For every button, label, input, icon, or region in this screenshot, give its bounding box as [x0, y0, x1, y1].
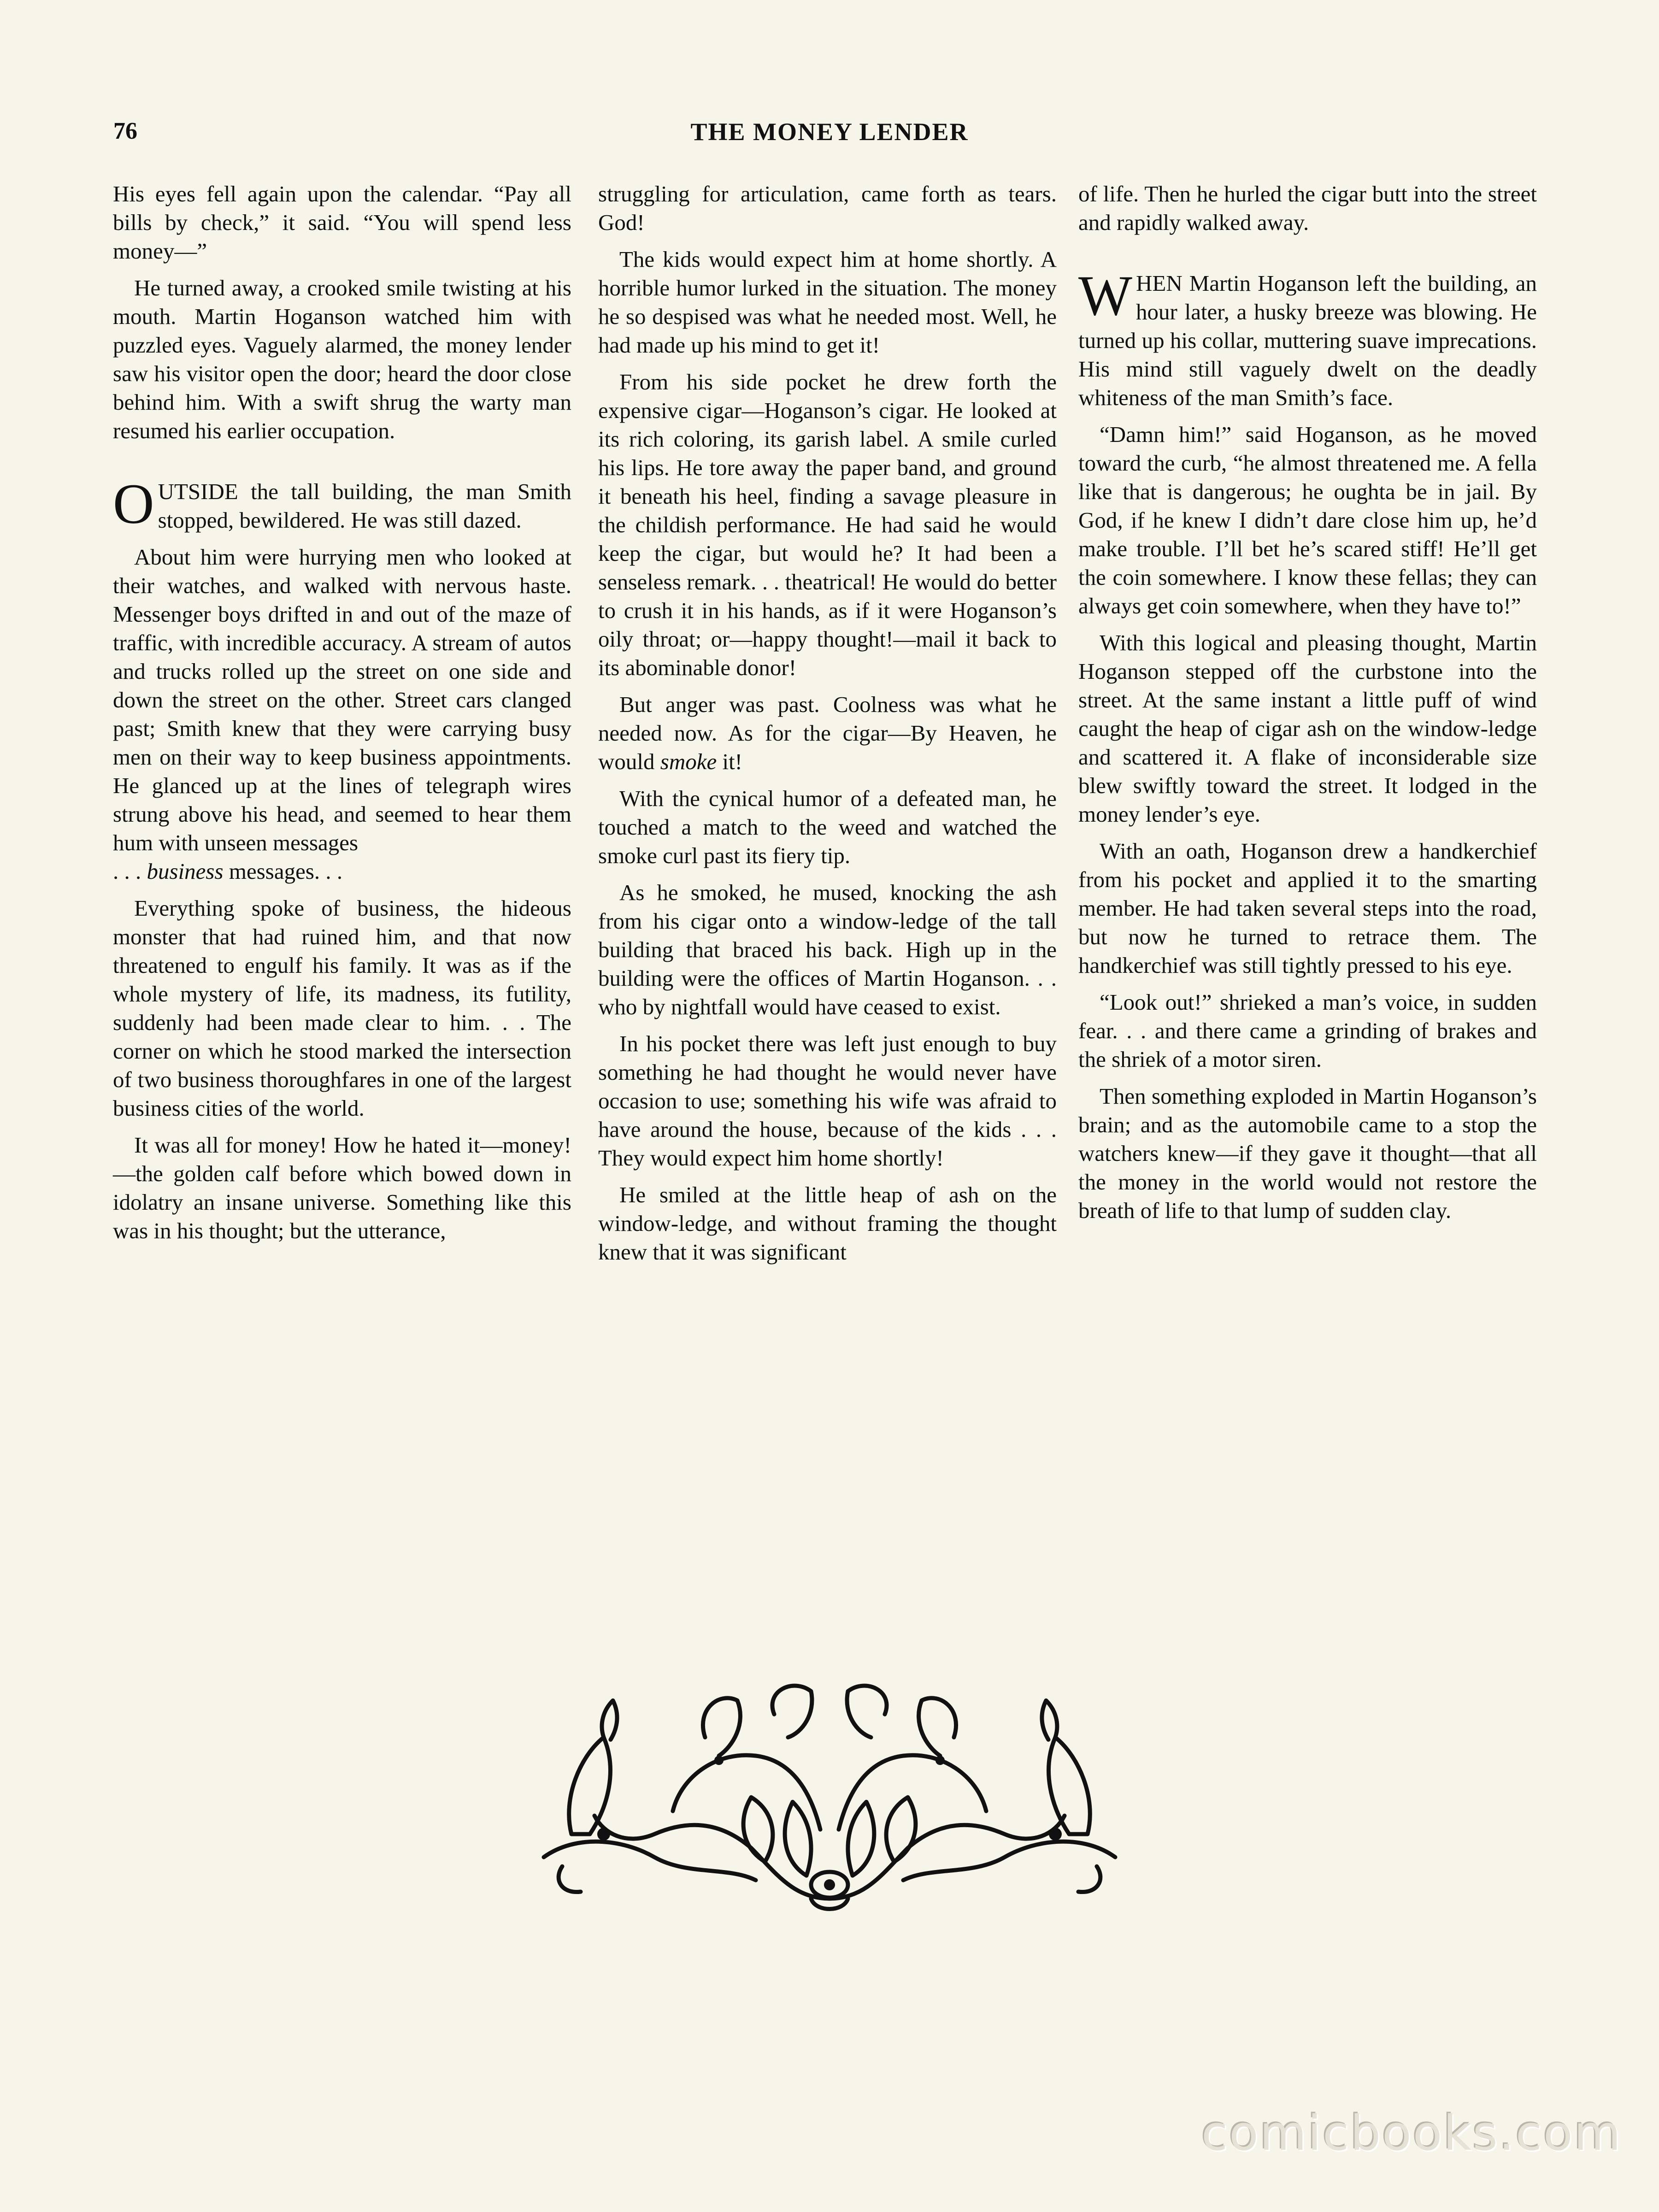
paragraph: His eyes fell again upon the calendar. “Pay all bills by check,” it said. “You will spend less money—”: [113, 181, 571, 264]
paragraph: [113, 543, 571, 886]
italic-word: business: [147, 859, 224, 884]
page-header: [0, 118, 1659, 154]
paragraph: It was all for money! How he hated it—money!—the golden calf before which bowed down in idolatry an insane universe. Something like this was in his thought; but the utterance,: [113, 1132, 571, 1243]
paragraph: “Damn him!” said Hoganson, as he moved toward the curb, “he almost threatened me. A fella like that is dangerous; he oughta be in jail. By God, if he knew I didn’t dare close him up, he’d make trouble. I’ll bet he’s scared stiff! He’ll get the coin somewhere. I know these fellas; they can always get coin somewhere, when they have to!”: [1078, 422, 1537, 618]
lead-in-caps: UTSIDE: [158, 479, 238, 504]
paragraph: As he smoked, he mused, knocking the ash from his cigar onto a window-ledge of the tall building that braced his back. High up in the building were the offices of Martin Hoganson. . . who by nightfall would have ceased to exist.: [598, 880, 1057, 1019]
paragraph: “Look out!” shrieked a man’s voice, in sudden fear. . . and there came a grinding of brakes and the shriek of a motor siren.: [1078, 989, 1537, 1072]
paragraph-text: Martin Hoganson left the building, an hour later, a husky breeze was blowing. He turned up his collar, muttering suave imprecations. His mind still vaguely dwelt on the deadly whiteness of the man Smith’s face.: [1078, 271, 1537, 410]
paragraph-text: it!: [717, 749, 742, 774]
paragraph: of life. Then he hurled the cigar butt into the street and rapidly walked away.: [1078, 181, 1537, 235]
paragraph-text: the tall building, the man Smith stopped, bewildered. He was still dazed.: [158, 479, 571, 533]
ellipsis: . . .: [113, 859, 147, 884]
paragraph-text: messages. . .: [223, 859, 343, 884]
paragraph: The kids would expect him at home shortly. A horrible humor lurked in the situation. The money he so despised was what he needed most. Well, he had made up his mind to get it!: [598, 247, 1057, 358]
italic-word: smoke: [660, 749, 717, 774]
text-column-3: [1078, 180, 1537, 1233]
paragraph-text: About him were hurrying men who looked at their watches, and walked with nervous haste. Messenger boys drifted in and out of the maze of traffic, with incredible accuracy. A stream of autos and trucks rolled up the street on one side and down the street on the other. Street cars clanged past; Smith knew that they were carrying busy men on their way to keep business appointments. He glanced up at the lines of telegraph wires strung above his head, and seemed to hear them hum with unseen messages: [113, 544, 571, 855]
paragraph: He smiled at the little heap of ash on the window-ledge, and without framing the thought knew that it was significant: [598, 1182, 1057, 1265]
paragraph: [598, 690, 1057, 776]
paragraph: struggling for articulation, came forth as tears. God!: [598, 181, 1057, 235]
paragraph: Then something exploded in Martin Hoganson’s brain; and as the automobile came to a stop the watchers knew—if they gave it thought—that all the money in the world would not restore the breath of life to that lump of sudden clay.: [1078, 1083, 1537, 1223]
section-start-paragraph: [1078, 264, 1537, 412]
text-column-1: [113, 180, 571, 1253]
paragraph: From his side pocket he drew forth the expensive cigar—Hoganson’s cigar. He looked at its rich coloring, its garish label. A smile curled his lips. He tore away the paper band, and ground it beneath his heel, finding a savage pleasure in the childish performance. He had said he would keep the cigar, but would he? It had been a senseless remark. . . theatrical! He would do better to crush it in his hands, as if it were Hoganson’s oily throat; or—happy thought!—mail it back to its abominable donor!: [598, 369, 1057, 680]
paragraph: Everything spoke of business, the hideous monster that had ruined him, and that now threatened to engulf his family. It was as if the whole mystery of life, its madness, its futility, suddenly had been made clear to him. . . The corner on which he stood marked the intersection of two business thoroughfares in one of the largest business cities of the world.: [113, 895, 571, 1121]
paragraph-text: But anger was past. Coolness was what he needed now. As for the cigar—By Heaven, he would: [598, 692, 1057, 774]
running-head: THE MONEY LENDER: [690, 118, 969, 146]
drop-cap: W: [1078, 264, 1133, 327]
paragraph: He turned away, a crooked smile twisting at his mouth. Martin Hoganson watched him with puzzled eyes. Vaguely alarmed, the money lender saw his visitor open the door; heard the door close behind him. With a swift shrug the warty man resumed his earlier occupation.: [113, 275, 571, 443]
paragraph: With the cynical humor of a defeated man, he touched a match to the weed and watched the smoke curl past its fiery tip.: [598, 786, 1057, 868]
paragraph: With an oath, Hoganson drew a handkerchief from his pocket and applied it to the smarting member. He had taken several steps into the road, but now he turned to retrace them. The handkerchief was still tightly pressed to his eye.: [1078, 838, 1537, 978]
drop-cap: O: [113, 472, 154, 535]
watermark: comicbooks.com: [1201, 2105, 1622, 2161]
paragraph: With this logical and pleasing thought, Martin Hoganson stepped off the curbstone into the street. At the same instant a little puff of wind caught the heap of cigar ash on the window-ledge and scattered it. A flake of inconsiderable size blew swiftly toward the street. It lodged in the money lender’s eye.: [1078, 630, 1537, 827]
lead-in-caps: HEN: [1136, 271, 1182, 296]
text-column-2: [598, 180, 1057, 1275]
section-start-paragraph: [113, 472, 571, 535]
floral-ornament: [535, 1682, 1124, 1922]
paragraph: In his pocket there was left just enough to buy something he had thought he would never have occasion to use; something his wife was afraid to have around the house, because of the kids . . . They would expect him home shortly!: [598, 1031, 1057, 1171]
page-number: 76: [113, 118, 137, 144]
